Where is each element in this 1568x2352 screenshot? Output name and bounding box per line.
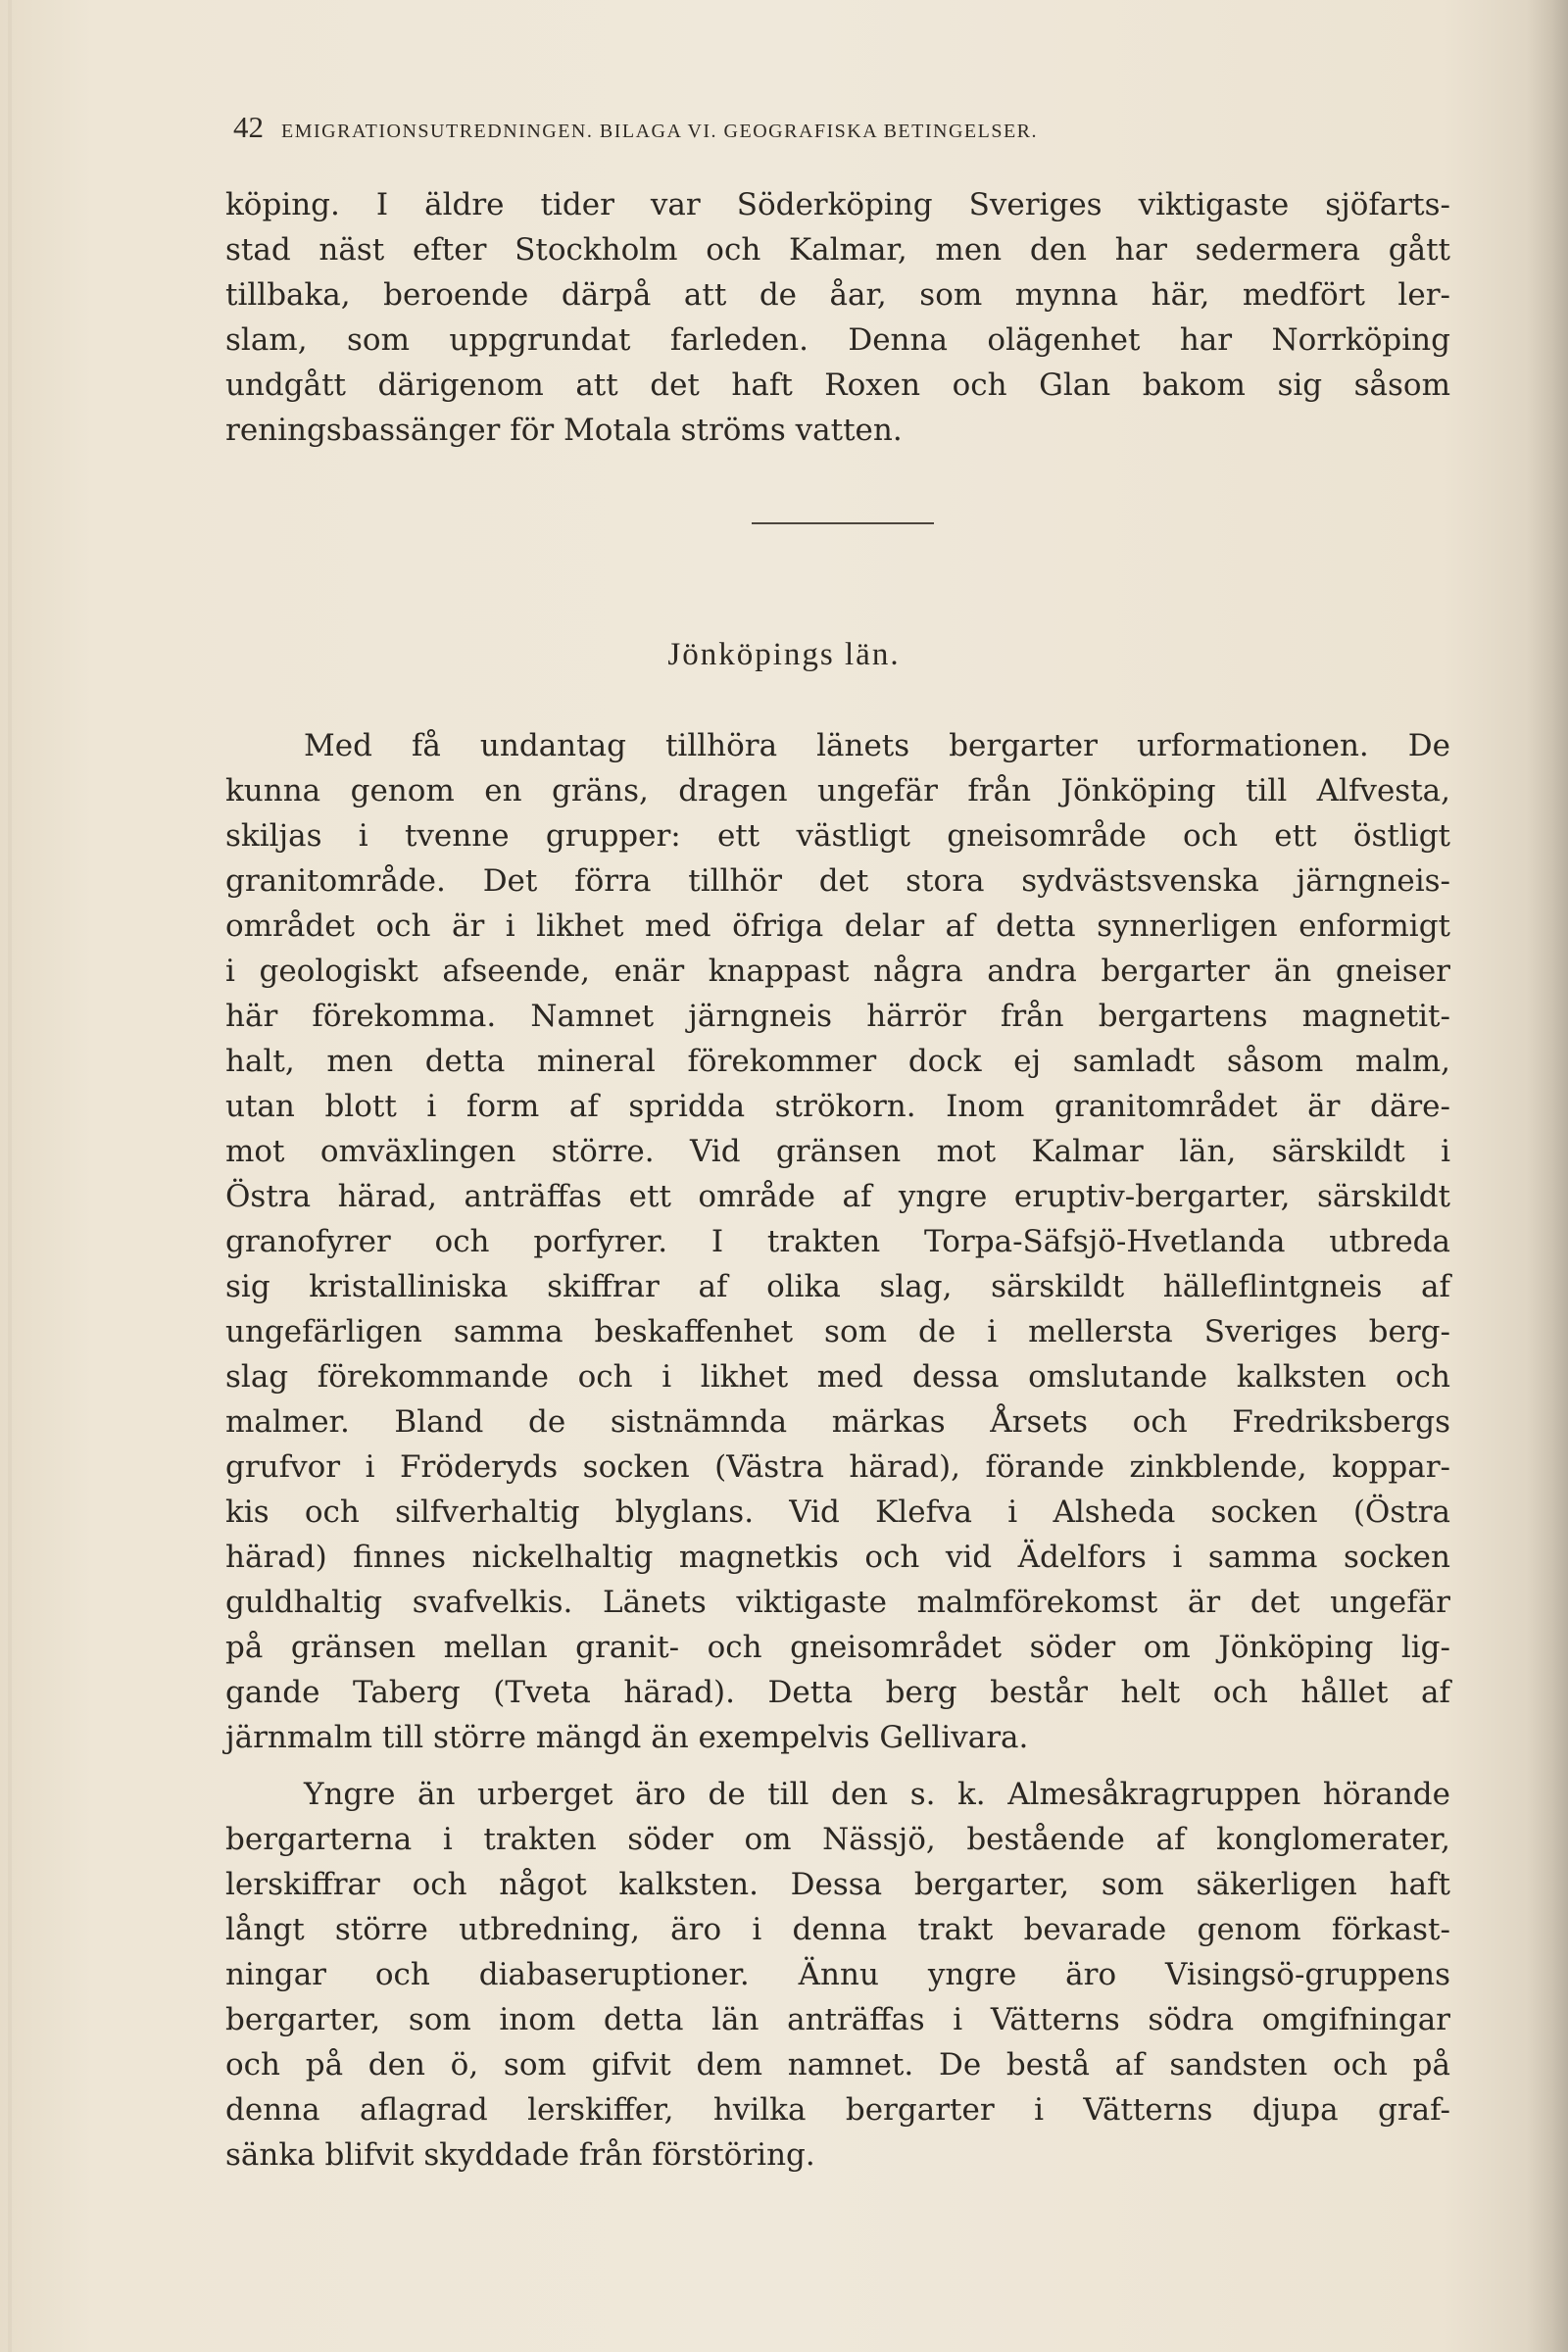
text-line: granitområde. Det förra tillhör det stora sydvästsvenska järngneis-	[225, 863, 1450, 899]
text-line: och på den ö, som gifvit dem namnet. De bestå af sandsten och på	[225, 2047, 1450, 2082]
text-line: kis och silfverhaltig blyglans. Vid Klefva i Alsheda socken (Östra	[225, 1494, 1450, 1530]
text-line: kunna genom en gräns, dragen ungefär från Jönköping till Alfvesta,	[225, 773, 1450, 808]
text-line: lerskiffrar och något kalksten. Dessa bergarter, som säkerligen haft	[225, 1867, 1450, 1902]
text-line: halt, men detta mineral förekommer dock ej samladt såsom malm,	[225, 1044, 1450, 1079]
text-line: sänka blifvit skyddade från förstöring.	[225, 2137, 815, 2173]
text-line: guldhaltig svafvelkis. Länets viktigaste malmförekomst är det ungefär	[225, 1585, 1450, 1620]
text-line: undgått därigenom att det haft Roxen och Glan bakom sig såsom	[225, 368, 1450, 403]
text-line: bergarterna i trakten söder om Nässjö, bestående af konglomerater,	[225, 1822, 1450, 1857]
text-line: tillbaka, beroende därpå att de åar, som mynna här, medfört ler-	[225, 277, 1450, 313]
section-title: Jönköpings län.	[667, 637, 901, 672]
text-line: järnmalm till större mängd än exempelvis Gellivara.	[225, 1720, 1029, 1755]
page-edge-shadow	[1527, 0, 1568, 2352]
text-line: Östra härad, anträffas ett område af yngre eruptiv-bergarter, särskildt	[225, 1179, 1450, 1214]
text-line: härad) finnes nickelhaltig magnetkis och vid Ädelfors i samma socken	[225, 1540, 1450, 1575]
text-line: på gränsen mellan granit- och gneisområdet söder om Jönköping lig-	[225, 1630, 1450, 1665]
text-line: Med få undantag tillhöra länets bergarter urformationen. De	[304, 728, 1450, 763]
text-line: köping. I äldre tider var Söderköping Sveriges viktigaste sjöfarts-	[225, 187, 1450, 222]
section-divider	[752, 522, 934, 524]
text-line: här förekomma. Namnet järngneis härrör från bergartens magnetit-	[225, 999, 1450, 1034]
text-line: sig kristalliniska skiffrar af olika slag, särskildt hälleflintgneis af	[225, 1269, 1450, 1304]
text-line: malmer. Bland de sistnämnda märkas Årsets och Fredriksbergs	[225, 1404, 1450, 1440]
text-line: reningsbassänger för Motala ströms vatten.	[225, 413, 903, 448]
text-line: slag förekommande och i likhet med dessa omslutande kalksten och	[225, 1359, 1450, 1395]
text-line: bergarter, som inom detta län anträffas i Vätterns södra omgifningar	[225, 2002, 1450, 2037]
page-number: 42	[233, 110, 264, 144]
text-line: gande Taberg (Tveta härad). Detta berg består helt och hållet af	[225, 1675, 1450, 1710]
text-line: Yngre än urberget äro de till den s. k. Almesåkragruppen hörande	[304, 1777, 1450, 1812]
paragraph-1	[225, 182, 1450, 453]
paragraph-3	[225, 1772, 1450, 2178]
text-line: skiljas i tvenne grupper: ett västligt gneisområde och ett östligt	[225, 818, 1450, 854]
text-line: utan blott i form af spridda strökorn. Inom granitområdet är däre-	[225, 1089, 1450, 1124]
text-line: granofyrer och porfyrer. I trakten Torpa-Säfsjö-Hvetlanda utbreda	[225, 1224, 1450, 1259]
text-line: ningar och diabaseruptioner. Ännu yngre äro Visingsö-gruppens	[225, 1957, 1450, 1992]
text-line: i geologiskt afseende, enär knappast några andra bergarter än gneiser	[225, 954, 1450, 989]
text-line: slam, som uppgrundat farleden. Denna olägenhet har Norrköping	[225, 322, 1450, 358]
text-line: området och är i likhet med öfriga delar af detta synnerligen enformigt	[225, 908, 1450, 944]
paragraph-2	[225, 723, 1450, 1760]
text-line: stad näst efter Stockholm och Kalmar, men den har sedermera gått	[225, 232, 1450, 268]
page-header	[233, 110, 1462, 145]
page-edge-mark	[8, 0, 12, 2352]
text-line: grufvor i Fröderyds socken (Västra härad), förande zinkblende, koppar-	[225, 1449, 1450, 1485]
text-line: långt större utbredning, äro i denna trakt bevarade genom förkast-	[225, 1912, 1450, 1947]
text-line: ungefärligen samma beskaffenhet som de i mellersta Sveriges berg-	[225, 1314, 1450, 1349]
text-line: denna aflagrad lerskiffer, hvilka bergarter i Vätterns djupa graf-	[225, 2092, 1450, 2128]
running-head: EMIGRATIONSUTREDNINGEN. BILAGA VI. GEOGRAFISKA BETINGELSER.	[281, 121, 1039, 142]
text-line: mot omväxlingen större. Vid gränsen mot Kalmar län, särskildt i	[225, 1134, 1450, 1169]
